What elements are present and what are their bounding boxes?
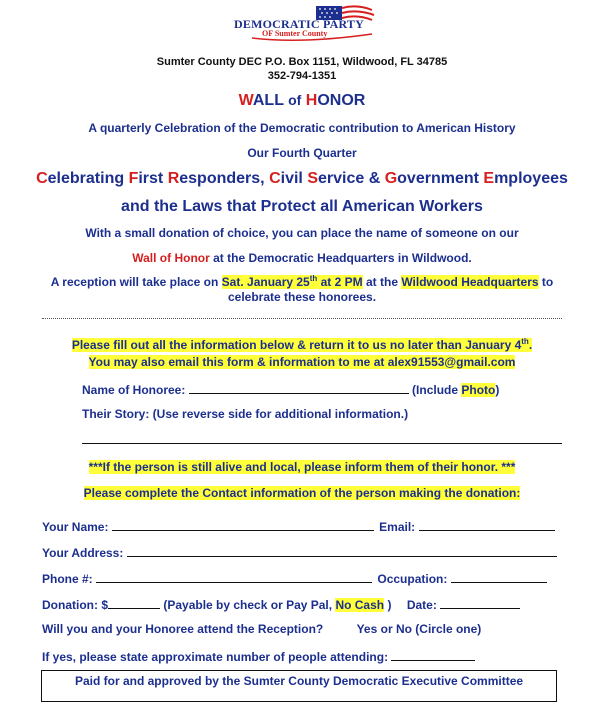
reception-line-2: celebrate these honorees. [227, 290, 377, 304]
headline-initial: E [483, 170, 495, 187]
yes-no-choice[interactable]: Yes or No (Circle one) [356, 622, 482, 636]
alive-note: ***If the person is still alive and local, please inform them of their honor. *** [88, 460, 516, 474]
occupation-field[interactable] [451, 570, 547, 583]
header-address: Sumter County DEC P.O. Box 1151, Wildwood, FL 34785 [156, 56, 448, 68]
instructions-line-1: Please fill out all the information below & return it to us no later than January 4th. [71, 337, 533, 352]
email-field[interactable] [419, 518, 555, 531]
headline-initial: F [128, 170, 139, 187]
footer-text: Paid for and approved by the Sumter County Democratic Executive Committee [74, 674, 524, 688]
subtitle-celebration: A quarterly Celebration of the Democratic contribution to American History [88, 121, 516, 135]
headline-initial: S [307, 170, 318, 187]
phone-row: Phone #: Occupation: [42, 570, 547, 586]
page-title: WALL of HONOR [238, 92, 366, 109]
header-phone: 352-794-1351 [267, 70, 337, 82]
logo [232, 4, 382, 44]
headline-initial: R [167, 170, 180, 187]
headline-word: ervice & [317, 170, 385, 187]
donation-row: Donation: $ (Payable by check or Pay Pal, No Cash ) Date: [42, 596, 520, 612]
subtitle-quarter: Our Fourth Quarter [247, 146, 357, 160]
your-name-field[interactable] [112, 518, 374, 531]
honoree-story-label: Their Story: (Use reverse side for additional information.) [82, 407, 409, 421]
headline-word: elebrating [47, 170, 129, 187]
attend-row: Will you and your Honoree attend the Reception? Yes or No (Circle one) [42, 622, 482, 636]
honoree-story-field[interactable] [82, 443, 562, 444]
donation-line-1: With a small donation of choice, you can place the name of someone on our [85, 226, 519, 240]
headline-word: ivil [280, 170, 308, 187]
your-address-row: Your Address: [42, 544, 557, 560]
honoree-name-row: Name of Honoree: (Include Photo) [82, 383, 500, 397]
footer-box [41, 670, 557, 702]
contact-header: Please complete the Contact information of the person making the donation: [83, 486, 521, 500]
headline-word: overnment [397, 170, 484, 187]
headline-initial: G [384, 170, 398, 187]
dotted-divider [42, 318, 562, 319]
headline-word: irst [138, 170, 168, 187]
logo-title: DEMOCRATIC PARTY [234, 17, 364, 31]
address-field[interactable] [127, 544, 557, 557]
people-count-field[interactable] [391, 648, 475, 661]
reception-line-1: A reception will take place on Sat. January 25th at 2 PM at the Wildwood Headquarters to [50, 274, 554, 289]
honoree-name-field[interactable] [189, 381, 409, 394]
headline-word: esponders, [179, 170, 270, 187]
instructions-line-2: You may also email this form & information to me at alex91553@gmail.com [88, 355, 516, 369]
people-row: If yes, please state approximate number of people attending: [42, 648, 475, 664]
phone-field[interactable] [96, 570, 372, 583]
headline-word: mployees [494, 170, 568, 187]
headline-laws: and the Laws that Protect all American Workers [121, 198, 483, 215]
donation-amount-field[interactable] [108, 596, 160, 609]
date-field[interactable] [440, 596, 520, 609]
headline-initial: C [269, 170, 281, 187]
your-name-row: Your Name: Email: [42, 518, 555, 534]
logo-subtitle: OF Sumter County [262, 29, 328, 38]
headline-celebrating [0, 170, 604, 188]
donation-line-2: Wall of Honor at the Democratic Headquarters in Wildwood. [132, 251, 472, 265]
headline-initial: C [36, 170, 48, 187]
